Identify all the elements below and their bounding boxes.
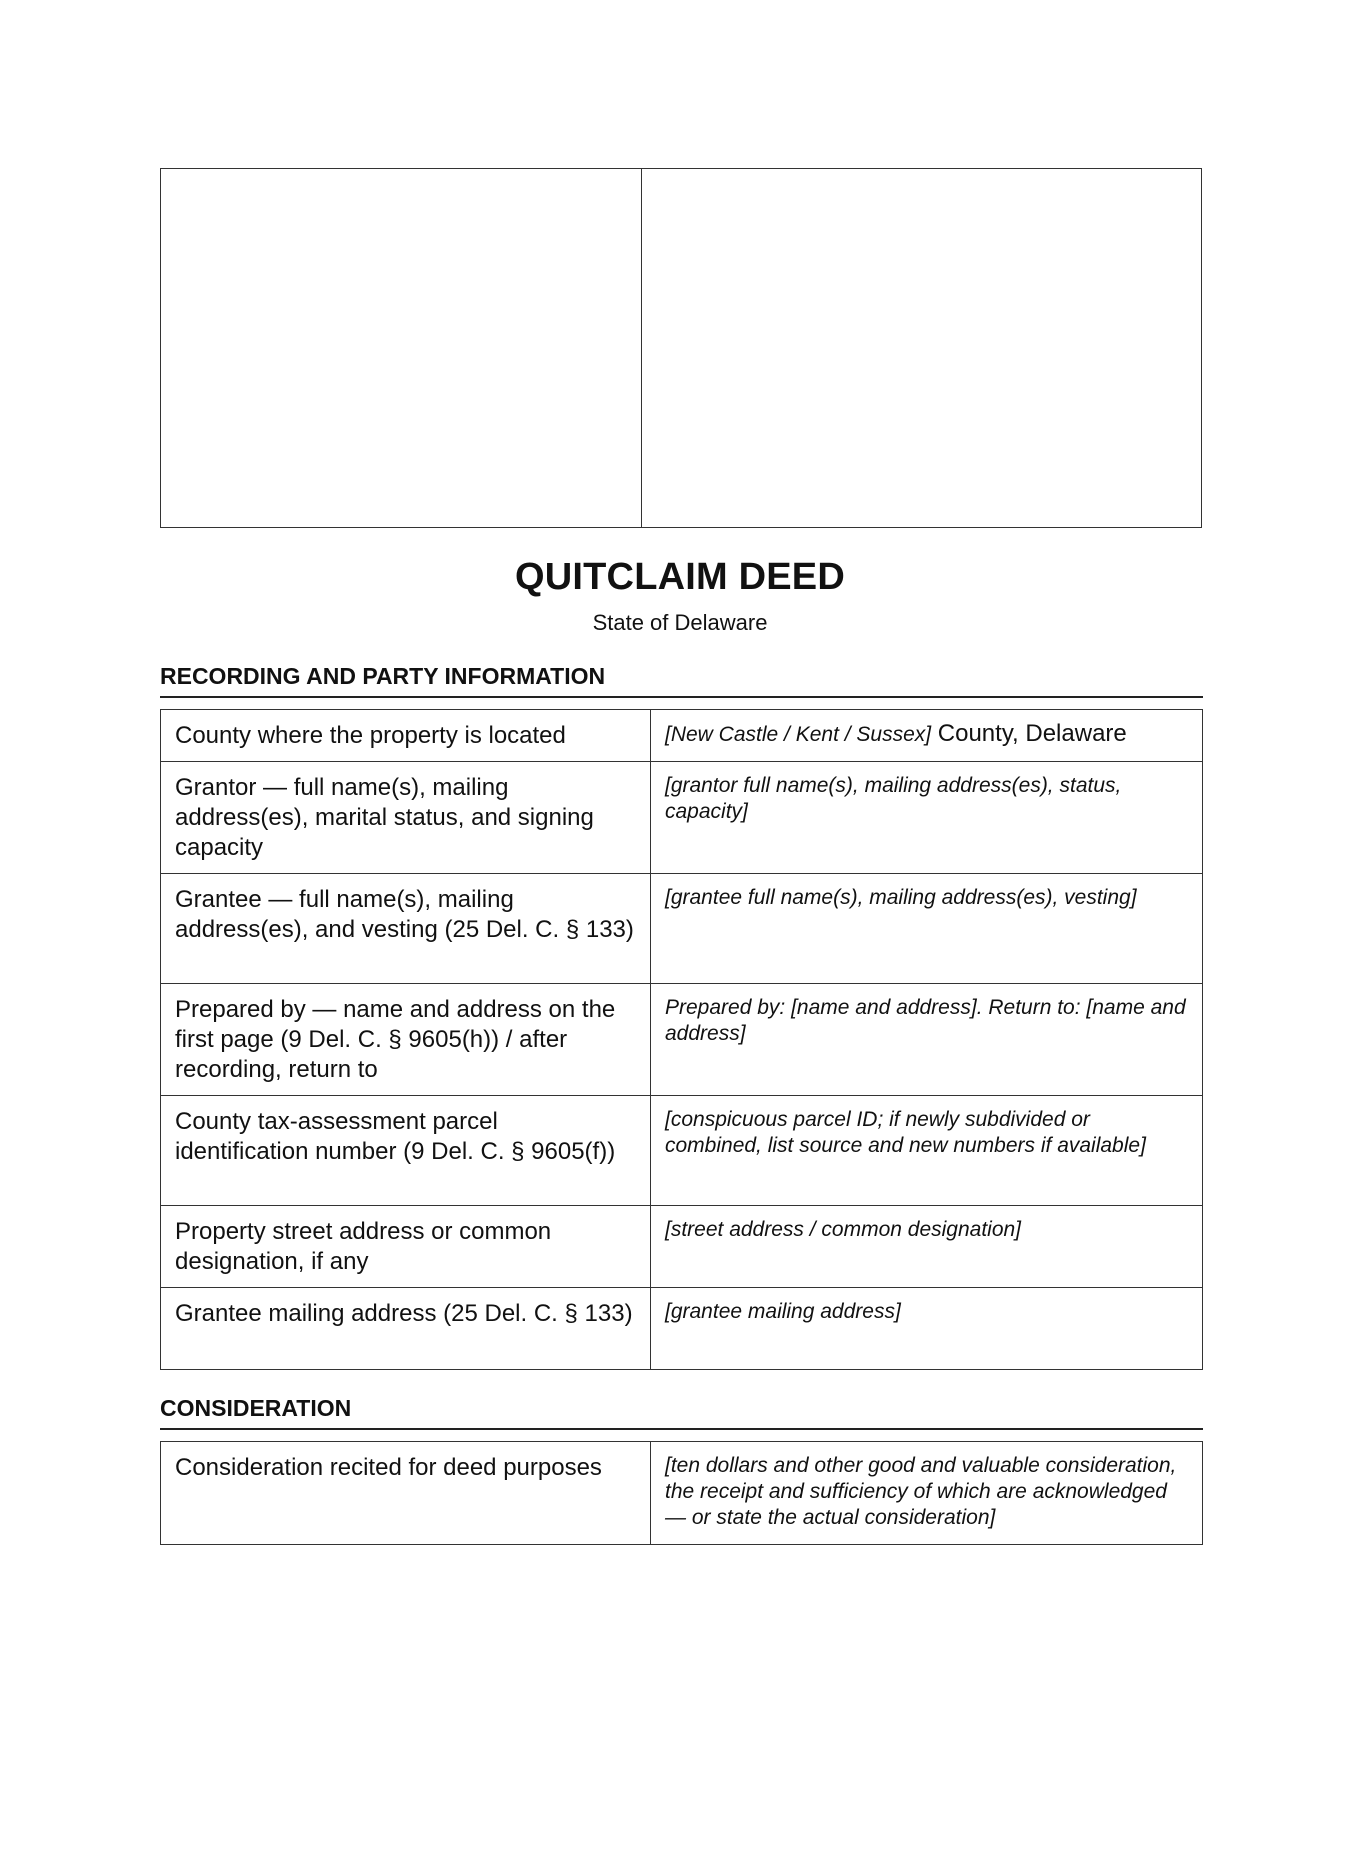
- table-row: [161, 762, 1203, 874]
- row-value: Prepared by: [name and address]. Return to: [name and address]: [651, 984, 1203, 1096]
- row-value: [651, 710, 1203, 762]
- row-label: County tax-assessment parcel identification number (9 Del. C. § 9605(f)): [161, 1096, 651, 1206]
- value-placeholder: [New Castle / Kent / Sussex]: [665, 723, 932, 746]
- row-value: [ten dollars and other good and valuable consideration, the receipt and sufficiency of which are acknowledged — or state the actual consideration]: [651, 1442, 1203, 1545]
- table-row: [161, 1206, 1203, 1288]
- recording-space-left: [161, 169, 642, 527]
- recording-space-right: [642, 169, 1201, 527]
- recording-space-box: [160, 168, 1202, 528]
- recording-party-table: [160, 709, 1203, 1370]
- value-text: County, Delaware: [931, 720, 1127, 747]
- row-label: Grantor — full name(s), mailing address(es), marital status, and signing capacity: [161, 762, 651, 874]
- document-title: QUITCLAIM DEED: [514, 556, 845, 598]
- row-value: [conspicuous parcel ID; if newly subdivided or combined, list source and new numbers if available]: [651, 1096, 1203, 1206]
- row-label: Prepared by — name and address on the first page (9 Del. C. § 9605(h)) / after recording, return to: [161, 984, 651, 1096]
- table-row: [161, 984, 1203, 1096]
- table-row: [161, 874, 1203, 984]
- row-value: [street address / common designation]: [651, 1206, 1203, 1288]
- table-row: [161, 1288, 1203, 1370]
- row-value: [grantee mailing address]: [651, 1288, 1203, 1370]
- table-row: [161, 710, 1203, 762]
- table-row: [161, 1096, 1203, 1206]
- consideration-table: [160, 1441, 1203, 1545]
- row-label: Consideration recited for deed purposes: [161, 1442, 651, 1545]
- row-label: Grantee mailing address (25 Del. C. § 133): [161, 1288, 651, 1370]
- section-heading-recording: RECORDING AND PARTY INFORMATION: [160, 663, 1203, 698]
- row-label: County where the property is located: [161, 710, 651, 762]
- row-label: Grantee — full name(s), mailing address(es), and vesting (25 Del. C. § 133): [161, 874, 651, 984]
- row-value: [grantee full name(s), mailing address(es), vesting]: [651, 874, 1203, 984]
- section-heading-consideration: CONSIDERATION: [160, 1395, 1203, 1430]
- document-subtitle: State of Delaware: [592, 610, 768, 635]
- row-label: Property street address or common designation, if any: [161, 1206, 651, 1288]
- row-value: [grantor full name(s), mailing address(es), status, capacity]: [651, 762, 1203, 874]
- table-row: [161, 1442, 1203, 1545]
